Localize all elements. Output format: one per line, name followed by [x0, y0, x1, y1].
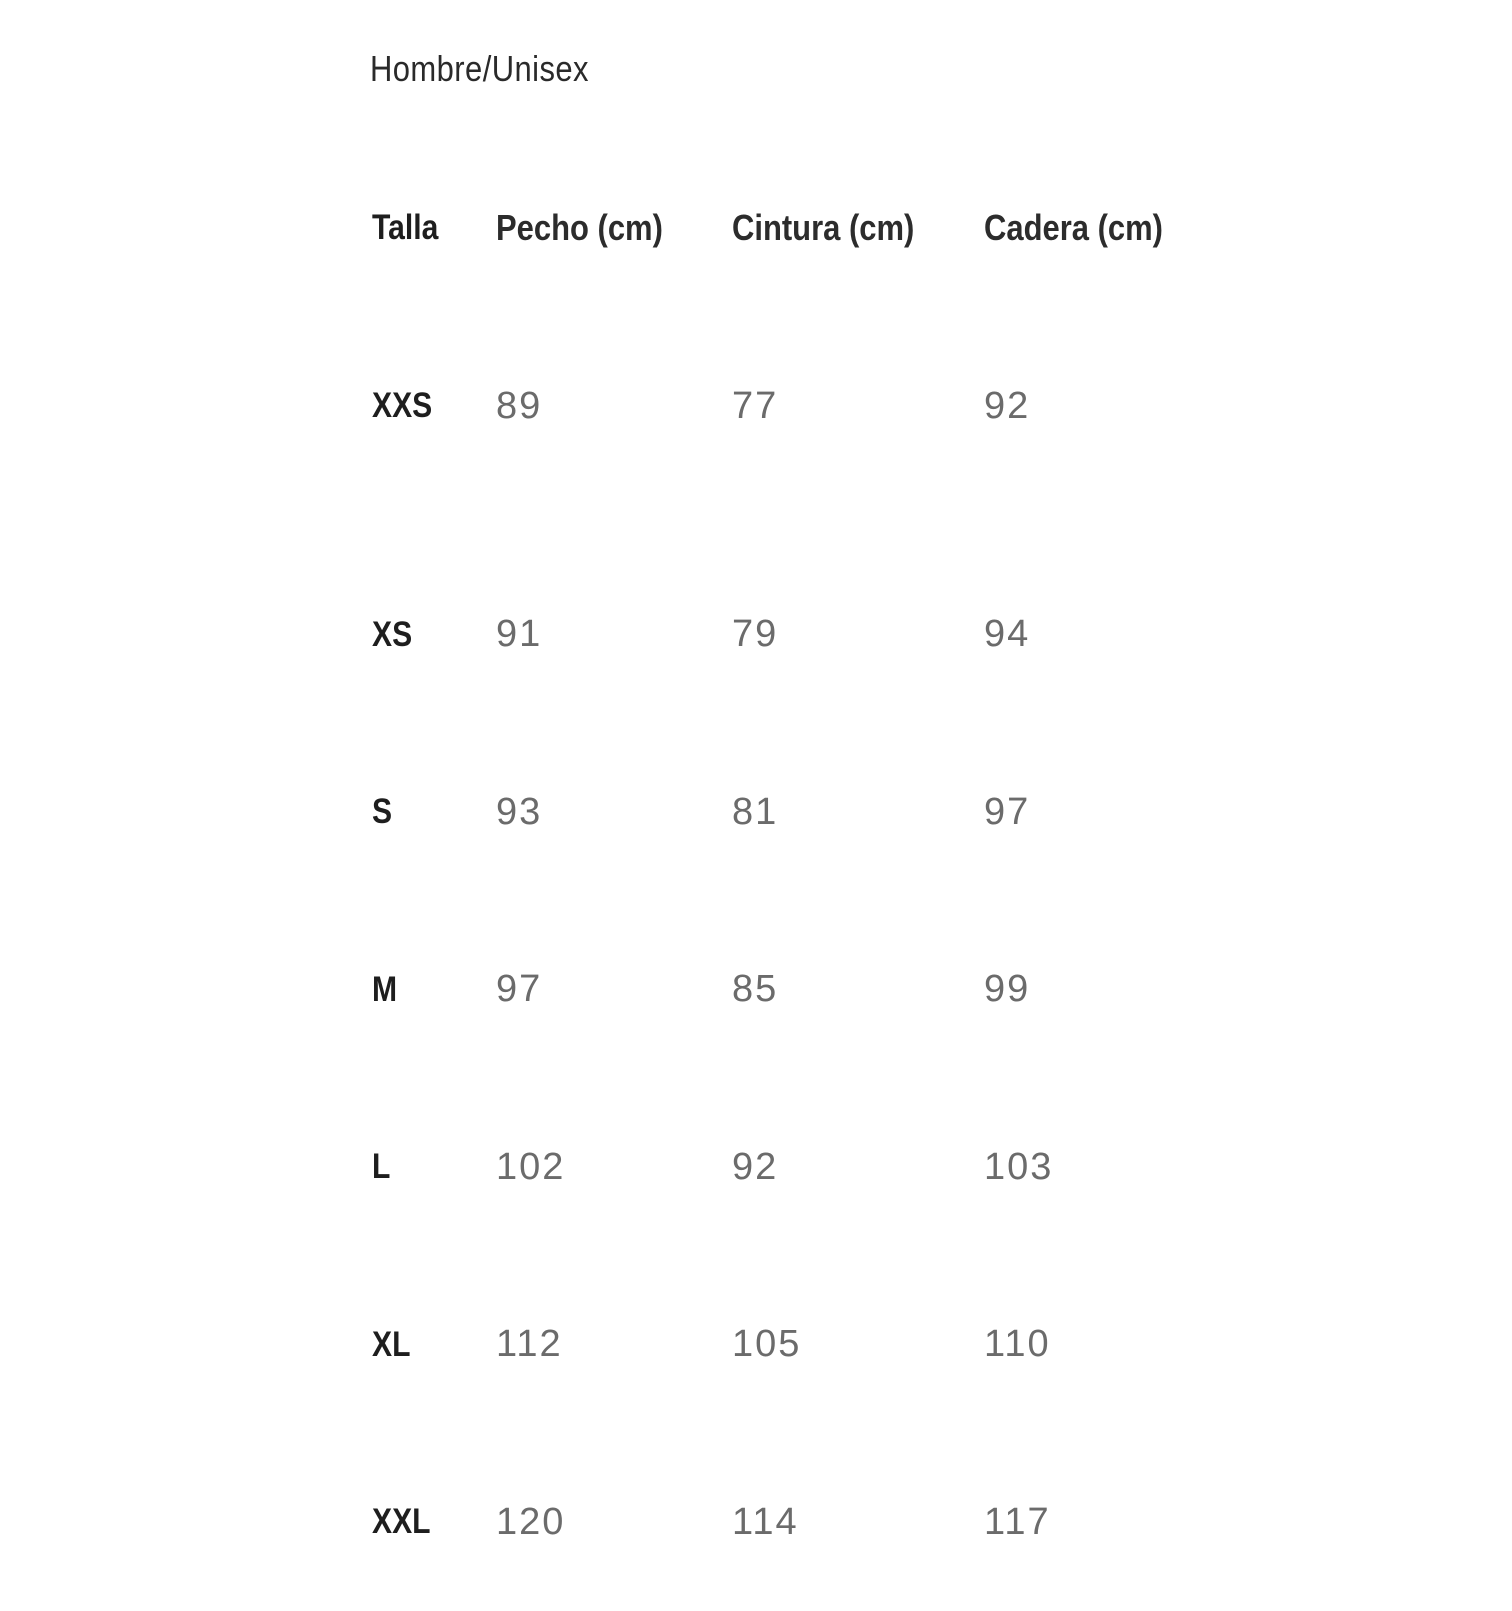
waist-value: 81 — [732, 724, 984, 902]
table-row — [372, 1434, 1244, 1611]
waist-value: 105 — [732, 1256, 984, 1434]
chest-value: 120 — [496, 1434, 732, 1611]
hip-value: 103 — [984, 1079, 1244, 1257]
chest-value: 93 — [496, 724, 732, 902]
table-row — [372, 901, 1244, 1079]
size-label: XXS — [372, 266, 496, 546]
table-header-row — [372, 190, 1244, 266]
hip-value: 94 — [984, 546, 1244, 724]
waist-value: 77 — [732, 266, 984, 546]
waist-value: 114 — [732, 1434, 984, 1611]
table-row — [372, 1079, 1244, 1257]
chest-value: 89 — [496, 266, 732, 546]
hip-value: 92 — [984, 266, 1244, 546]
chest-value: 97 — [496, 901, 732, 1079]
size-label: XL — [372, 1256, 496, 1434]
table-row — [372, 1256, 1244, 1434]
table-row — [372, 266, 1244, 546]
size-label: XXL — [372, 1434, 496, 1611]
size-chart-table — [372, 190, 1244, 1611]
table-row — [372, 546, 1244, 724]
waist-value: 79 — [732, 546, 984, 724]
size-label: S — [372, 724, 496, 902]
chest-value: 91 — [496, 546, 732, 724]
chest-value: 112 — [496, 1256, 732, 1434]
waist-value: 85 — [732, 901, 984, 1079]
hip-value: 117 — [984, 1434, 1244, 1611]
size-label: XS — [372, 546, 496, 724]
page-title: Hombre/Unisex — [370, 48, 589, 90]
size-label: M — [372, 901, 496, 1079]
table-row — [372, 724, 1244, 902]
chest-value: 102 — [496, 1079, 732, 1257]
header-hip: Cadera (cm) — [984, 190, 1244, 266]
size-label: L — [372, 1079, 496, 1257]
header-size: Talla — [372, 190, 496, 266]
hip-value: 99 — [984, 901, 1244, 1079]
hip-value: 97 — [984, 724, 1244, 902]
hip-value: 110 — [984, 1256, 1244, 1434]
header-chest: Pecho (cm) — [496, 190, 732, 266]
header-waist: Cintura (cm) — [732, 190, 984, 266]
waist-value: 92 — [732, 1079, 984, 1257]
